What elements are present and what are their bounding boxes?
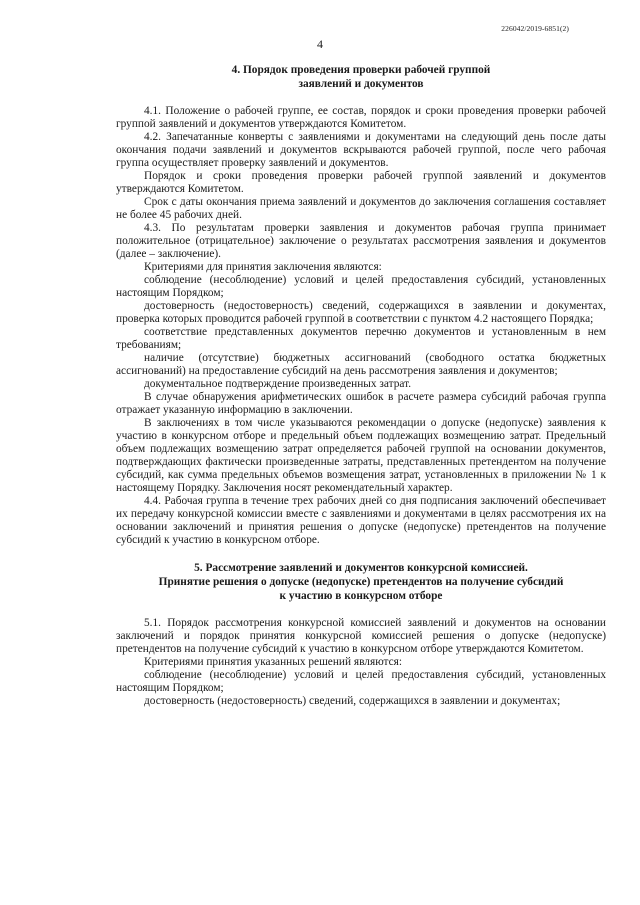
criteria-item: соответствие представленных документов перечню документов и установленным в нем требованиям; [116, 326, 606, 351]
section-5-title-line-3: к участию в конкурсном отборе [279, 590, 443, 602]
paragraph-4-3: 4.3. По результатам проверки заявления и документов рабочая группа принимает положительное (отрицательное) заключение о результатах рассмотрения заявления и документов (далее – заключение). [116, 222, 606, 260]
criteria-item: наличие (отсутствие) бюджетных ассигнований (свободного остатка бюджетных ассигнований) на предоставление субсидий на день рассмотрения заявления и документов; [116, 352, 606, 377]
paragraph: В заключениях в том числе указываются рекомендации о допуске (недопуске) заявления к участию в конкурсном отборе и предельный объем подлежащих возмещению затрат. Предельный объем подлежащих возмещению затрат определяется рабочей группой на основании документов, подтверждающих фактически произведенные затраты, представленных претендентом на получение субсидий, как сумма предельных объемов возмещения затрат, установленных в приложении № 1 к настоящему Порядку. Заключения носят рекомендательный характер. [116, 417, 606, 494]
criteria-item: достоверность (недостоверность) сведений, содержащихся в заявлении и документах, проверка которых проводится рабочей группой в соответствии с пунктом 4.2 настоящего Порядка; [116, 300, 606, 325]
paragraph-4-4: 4.4. Рабочая группа в течение трех рабочих дней со дня подписания заключений обеспечивает их передачу конкурсной комиссии вместе с заявлениями и документами в целях рассмотрения их на основании заключений и принятия решения о допуске (недопуске) претендентов на получение субсидий к участию в конкурсном отборе. [116, 495, 606, 546]
section-5-title-line-1: 5. Рассмотрение заявлений и документов конкурсной комиссией. [194, 562, 528, 574]
document-body [116, 63, 606, 708]
paragraph-4-2: 4.2. Запечатанные конверты с заявлениями и документами на следующий день после даты окончания подачи заявлений и документов вскрываются рабочей группой, после чего рабочая группа осуществляет проверку заявлений и документов. [116, 131, 606, 169]
paragraph-5-1: 5.1. Порядок рассмотрения конкурсной комиссией заявлений и документов на основании заключений и порядок принятия конкурсной комиссией решения о допуске (недопуске) претендентов на получение субсидий к участию в конкурсном отборе утверждаются Комитетом. [116, 617, 606, 655]
paragraph: Критериями принятия указанных решений являются: [144, 656, 403, 668]
section-4-heading [116, 63, 606, 91]
paragraph: В случае обнаружения арифметических ошибок в расчете размера субсидий рабочая группа отражает указанную информацию в заключении. [116, 391, 606, 416]
section-4-title-line-1: 4. Порядок проведения проверки рабочей группой [231, 64, 491, 76]
section-5-title-line-2: Принятие решения о допуске (недопуске) претендентов на получение субсидий [158, 576, 564, 588]
criteria-item: соблюдение (несоблюдение) условий и целей предоставления субсидий, установленных настоящим Порядком; [116, 669, 606, 694]
paragraph: Критериями для принятия заключения являются: [144, 261, 382, 273]
page-number: 4 [317, 37, 323, 51]
paragraph-4-1: 4.1. Положение о рабочей группе, ее состав, порядок и сроки проведения проверки рабочей группой заявлений и документов утверждаются Комитетом. [116, 105, 606, 130]
section-5-heading [116, 561, 606, 603]
paragraph: Порядок и сроки проведения проверки рабочей группой заявлений и документов утверждаются Комитетом. [116, 170, 606, 195]
paragraph: Срок с даты окончания приема заявлений и документов до заключения соглашения составляет не более 45 рабочих дней. [116, 196, 606, 221]
criteria-item: документальное подтверждение произведенных затрат. [144, 378, 412, 390]
document-id: 226042/2019-6851(2) [501, 24, 569, 33]
criteria-item: достоверность (недостоверность) сведений, содержащихся в заявлении и документах; [144, 695, 561, 707]
criteria-item: соблюдение (несоблюдение) условий и целей предоставления субсидий, установленных настоящим Порядком; [116, 274, 606, 299]
section-4-title-line-2: заявлений и документов [298, 78, 424, 90]
